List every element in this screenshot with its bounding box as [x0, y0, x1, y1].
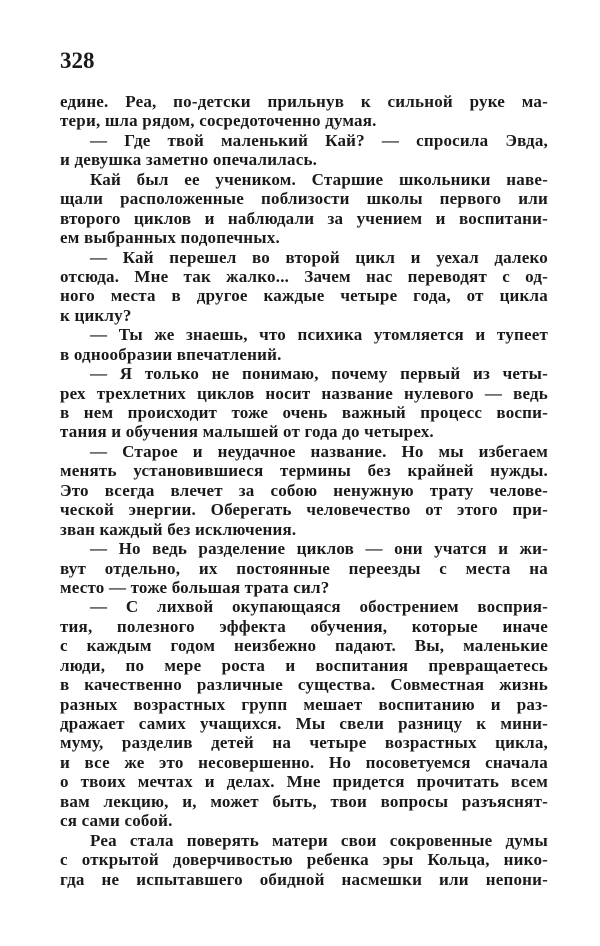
text-line: дражает самих учащихся. Мы свели разницу к мини- [60, 714, 548, 733]
text-line: рех трехлетних циклов носит название нулевого — ведь [60, 383, 548, 403]
text-line: Кай был ее учеником. Старшие школьники наве- [90, 169, 548, 189]
text-line: — Где твой маленький Кай? — спросила Эвда, [90, 130, 548, 150]
text-line: едине. Реа, по-детски прильнув к сильной руке ма- [60, 92, 548, 111]
text-line: тери, шла рядом, сосредоточенно думая. [60, 111, 377, 131]
page-body-text [60, 92, 548, 889]
text-line: тания и обучения малышей от года до четырех. [60, 422, 434, 442]
text-line: — Старое и неудачное название. Но мы избегаем [90, 441, 548, 461]
text-line: ся сами собой. [60, 811, 173, 831]
text-line: муму, разделив детей на четыре возрастных цикла, [60, 733, 548, 753]
text-line: вам лекцию, и, может быть, твои вопросы разъяснят- [60, 791, 548, 811]
text-line: место — тоже большая трата сил? [60, 577, 330, 597]
text-line: вут отдельно, их постоянные переезды с места на [60, 558, 548, 578]
text-line: ческой энергии. Оберегать человечество от этого при- [60, 500, 548, 520]
text-line: щали расположенные поблизости школы первого или [60, 189, 548, 209]
text-line: — Ты же знаешь, что психика утомляется и тупеет [90, 325, 548, 345]
text-line: зван каждый без исключения. [60, 519, 297, 539]
text-line: ем выбранных подопечных. [60, 228, 280, 248]
text-line: Реа стала поверять матери свои сокровенные думы [90, 830, 548, 850]
text-line: — Я только не понимаю, почему первый из четы- [90, 364, 548, 384]
text-line: с каждым годом неизбежно падают. Вы, маленькие [60, 636, 548, 656]
text-line: Это всегда влечет за собою ненужную трату челове- [60, 480, 548, 500]
text-line: к циклу? [60, 305, 132, 325]
text-line: с открытой доверчивостью ребенка эры Кольца, нико- [60, 850, 548, 870]
text-line: ного места в другое каждые четыре года, от цикла [60, 286, 548, 306]
text-line: — Но ведь разделение циклов — они учатся и жи- [90, 539, 548, 559]
page-number: 328 [60, 48, 95, 73]
text-line: и все же это несовершенно. Но посоветуемся сначала [60, 752, 548, 772]
text-line: второго циклов и наблюдали за учением и воспитани- [60, 208, 548, 228]
text-line: гда не испытавшего обидной насмешки или непони- [60, 869, 548, 889]
text-line: тия, полезного эффекта обучения, которые иначе [60, 616, 548, 636]
text-line: в качественно различные существа. Совместная жизнь [60, 675, 548, 695]
text-line: — С лихвой окупающаяся обострением восприя- [90, 597, 548, 617]
text-line: менять установившиеся термины без крайней нужды. [60, 461, 548, 481]
text-line: отсюда. Мне так жалко... Зачем нас переводят с од- [60, 266, 548, 286]
text-line: в нем происходит тоже очень важный процесс воспи- [60, 403, 548, 422]
text-line: и девушка заметно опечалилась. [60, 150, 318, 170]
text-line: люди, по мере роста и воспитания превращаетесь [60, 655, 548, 675]
text-line: о твоих мечтах и делах. Мне придется прочитать всем [60, 772, 548, 792]
text-line: разных возрастных групп мешает воспитанию и раз- [60, 694, 548, 714]
text-line: — Кай перешел во второй цикл и уехал далеко [90, 247, 548, 267]
text-line: в однообразии впечатлений. [60, 344, 282, 364]
